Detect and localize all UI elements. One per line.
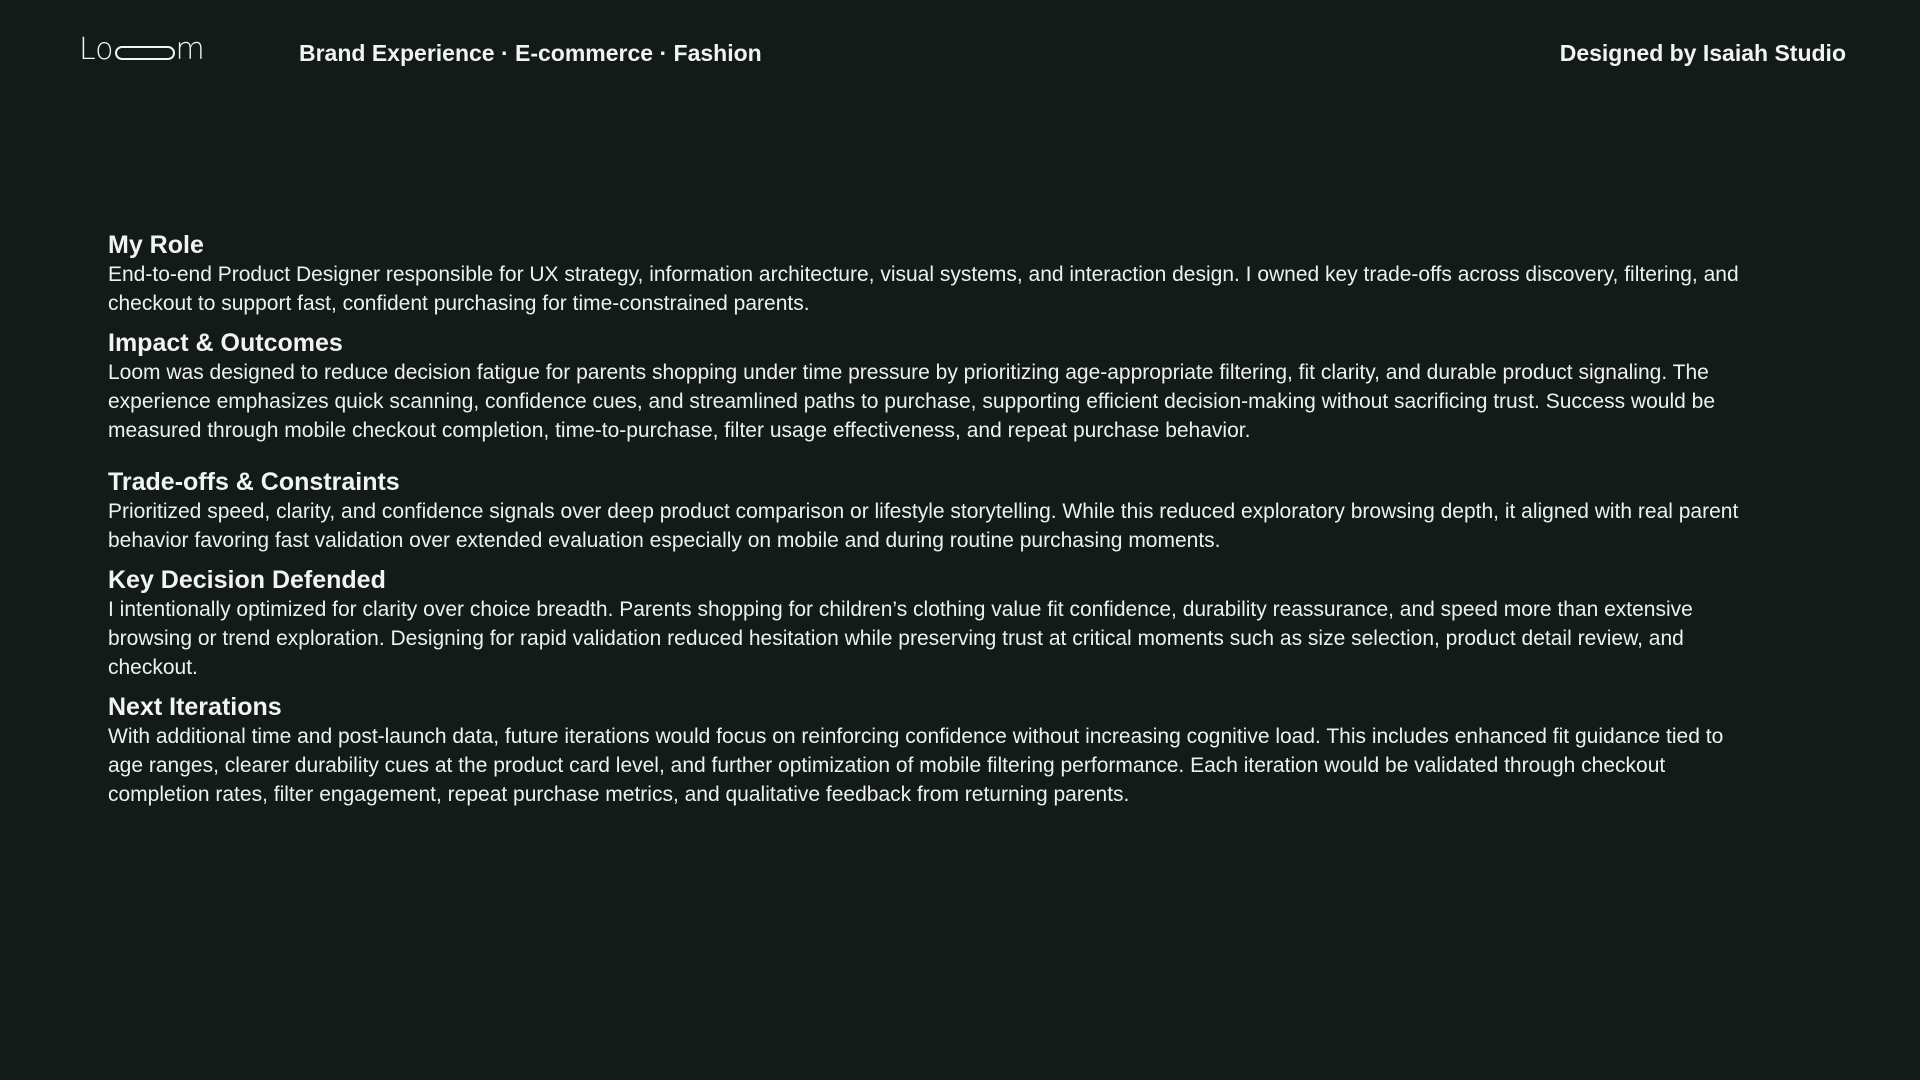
section-body: Prioritized speed, clarity, and confidence signals over deep product comparison or lifestyle storytelling. While this reduced exploratory browsing depth, it aligned with real parent behavior favoring fast validation over extended evaluation especially on mobile and during routine purchasing moments. (108, 500, 1739, 552)
section-title: Next Iterations (108, 693, 282, 721)
logo-oo-shape (115, 46, 175, 60)
logo-text-start: Lo (79, 32, 114, 67)
section-impact-outcomes (108, 328, 1748, 445)
section-title: Key Decision Defended (108, 566, 386, 594)
section-body: Loom was designed to reduce decision fatigue for parents shopping under time pressure by prioritizing age-appropriate filtering, fit clarity, and durable product signaling. The experience emphasizes quick scanning, confidence cues, and streamlined paths to purchase, supporting efficient decision-making without sacrificing trust. Success would be measured through mobile checkout completion, time-to-purchase, filter usage effectiveness, and repeat purchase behavior. (108, 361, 1715, 442)
project-tagline: Brand Experience · E-commerce · Fashion (299, 40, 762, 66)
section-body: End-to-end Product Designer responsible for UX strategy, information architecture, visual systems, and interaction design. I owned key trade-offs across discovery, filtering, and checkout to support fast, confident purchasing for time-constrained parents. (108, 263, 1739, 315)
section-tradeoffs-constraints (108, 467, 1748, 555)
designer-credit: Designed by Isaiah Studio (1559, 40, 1846, 66)
section-title: Impact & Outcomes (108, 329, 343, 357)
section-next-iterations (108, 692, 1748, 809)
section-key-decision (108, 565, 1748, 682)
section-title: My Role (108, 231, 204, 259)
section-body: I intentionally optimized for clarity over choice breadth. Parents shopping for children’s clothing value fit confidence, durability reassurance, and speed more than extensive browsing or trend exploration. Designing for rapid validation reduced hesitation while preserving trust at critical moments such as size selection, product detail review, and checkout. (108, 598, 1693, 679)
section-my-role (108, 230, 1748, 318)
page-header (0, 0, 1920, 110)
section-title: Trade-offs & Constraints (108, 468, 400, 496)
case-study-content (108, 230, 1748, 819)
loom-logo[interactable] (79, 34, 205, 66)
section-body: With additional time and post-launch data, future iterations would focus on reinforcing confidence without increasing cognitive load. This includes enhanced fit guidance tied to age ranges, clearer durability cues at the product card level, and further optimization of mobile filtering performance. Each iteration would be validated through checkout completion rates, filter engagement, repeat purchase metrics, and qualitative feedback from returning parents. (108, 725, 1724, 806)
logo-text-end: m (175, 32, 205, 67)
